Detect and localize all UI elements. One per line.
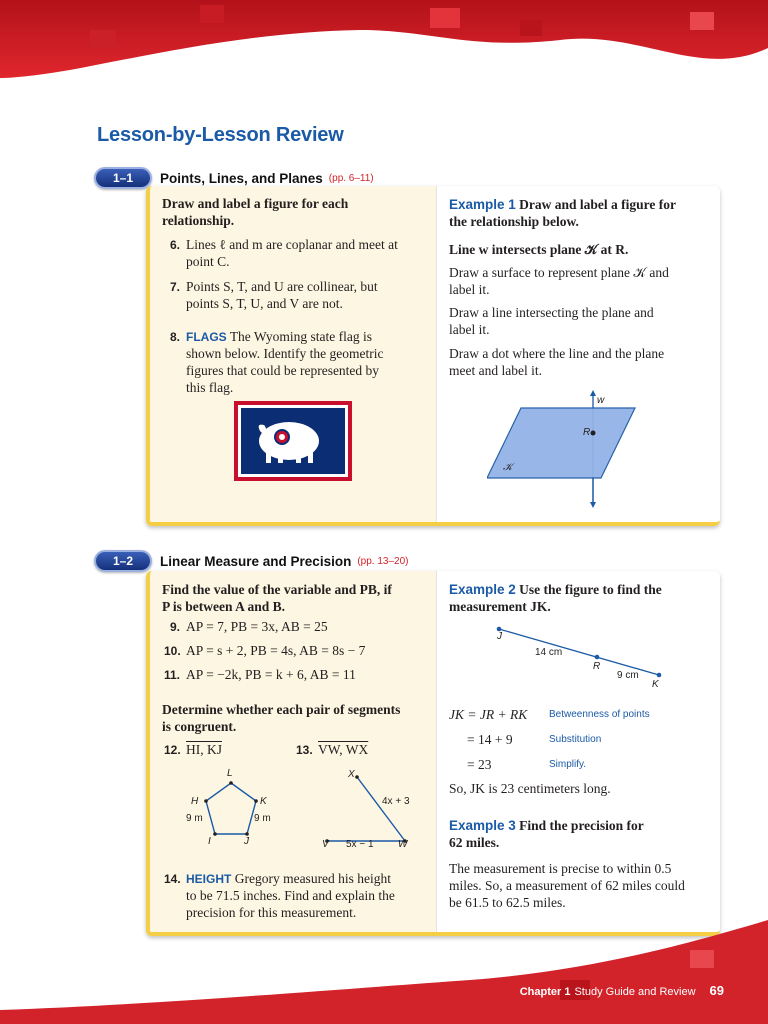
example-step: Draw a surface to represent plane 𝒦 and [449,265,669,280]
page-number: 69 [709,983,724,998]
lesson-pages: (pp. 6–11) [328,172,374,184]
example-label: Example 3 [449,818,516,833]
vertex-label: X [348,769,355,780]
page-footer [520,983,724,998]
exercise-number: 8. [170,330,181,344]
example-heading [449,817,644,834]
exercise-text-line: The Wyoming state flag is [229,329,372,344]
instruction: relationship. [162,213,235,228]
lesson-number-badge: 1–2 [94,550,152,572]
example-conclusion: So, JK is 23 centimeters long. [449,781,611,796]
lesson-1-1-panel [146,186,720,526]
example-heading: 62 miles. [449,835,500,850]
exercise-text: Points S, T, and U are collinear, but [186,279,378,294]
example-step: label it. [449,282,490,297]
example-heading: measurement JK. [449,599,551,614]
exercise-text: figures that could be represented by [186,363,380,378]
footer-section: Study Guide and Review [574,986,696,998]
example-answer: The measurement is precise to within 0.5 [449,861,672,876]
example-answer: miles. So, a measurement of 62 miles could [449,878,685,893]
example-answer: be 61.5 to 62.5 miles. [449,895,566,910]
segment-length-label: 9 cm [617,670,639,681]
page-title: Lesson-by-Lesson Review [97,124,344,146]
point-label: J [497,631,502,642]
lesson-1-2-panel [146,571,720,936]
instruction: is congruent. [162,719,237,734]
exercise-number: 9. [170,620,181,634]
lesson-title: Points, Lines, and Planes [160,170,323,186]
exercise-number: 12. [164,743,181,757]
exercise-text-line: Gregory measured his height [234,871,392,886]
side-length-label: 9 m [186,813,203,824]
exercise-text: AP = −2k, PB = k + 6, AB = 11 [186,667,356,682]
pentagon-figure [190,771,280,851]
footer-chapter: Chapter 1 [519,986,571,998]
work-expression: JK = JR + RK [449,707,528,722]
lesson-title: Linear Measure and Precision [160,553,352,569]
example-prompt: Line w intersects plane 𝒦 at R. [449,242,629,257]
example-heading [449,581,662,598]
exercise-number: 11. [164,668,181,682]
exercise-text: this flag. [186,380,234,395]
work-expression: = 14 + 9 [467,732,513,747]
exercise-number: 10. [164,644,181,658]
exercise-text [186,870,391,888]
instruction: Find the value of the variable and PB, if [162,582,392,597]
vertex-label: V [322,839,329,850]
lesson-number-badge: 1–1 [94,167,152,189]
top-banner [0,0,768,95]
instruction: Draw and label a figure for each [162,196,349,211]
vertex-label: J [244,836,249,847]
instruction: Determine whether each pair of segments [162,702,401,717]
exercises-column [150,571,436,932]
instruction: P is between A and B. [162,599,286,614]
vertex-label: K [260,796,267,807]
vertex-label: I [208,836,211,847]
exercise-number: 6. [170,238,181,252]
line-label: w [597,395,605,406]
exercise-text: shown below. Identify the geometric [186,346,384,361]
side-length-label: 5x − 1 [346,839,374,850]
wyoming-flag-image [234,401,352,481]
side-length-label: 4x + 3 [382,796,410,807]
exercise-number: 13. [296,743,313,757]
exercise-text: Lines ℓ and m are coplanar and meet at [186,237,398,252]
exercise-keyword: HEIGHT [186,872,232,886]
example-label: Example 2 [449,582,516,597]
exercise-text: points S, T, U, and V are not. [186,296,343,311]
vertex-label: W [398,839,408,850]
example-column [436,186,720,522]
work-reason: Substitution [549,734,602,745]
work-expression: = 23 [467,757,492,772]
example-step: Draw a line intersecting the plane and [449,305,654,320]
work-reason: Simplify. [549,759,587,770]
example-heading-text: Draw and label a figure for [519,197,677,212]
vertex-label: L [227,768,233,779]
plane-intersection-diagram [487,386,647,511]
lesson-header-1-2 [94,549,408,573]
example-heading-text: Find the precision for [519,818,644,833]
example-column [436,571,720,932]
plane-label: 𝒦 [503,462,513,473]
exercise-text: VW, WX [318,742,369,757]
work-reason: Betweenness of points [549,709,650,720]
segment-length-label: 14 cm [535,647,563,658]
exercises-column [150,186,436,522]
example-step: Draw a dot where the line and the plane [449,346,665,361]
exercise-text: to be 71.5 inches. Find and explain the [186,888,395,903]
example-label: Example 1 [449,197,516,212]
exercise-text: precision for this measurement. [186,905,357,920]
example-heading-text: Use the figure to find the [519,582,662,597]
footer-banner [0,920,768,1024]
segment-figure [487,623,667,683]
exercise-text: AP = 7, PB = 3x, AB = 25 [186,619,328,634]
point-label: R [583,427,591,438]
lesson-pages: (pp. 13–20) [357,555,409,567]
exercise-text: HI, KJ [186,742,222,757]
side-length-label: 9 m [254,813,271,824]
exercise-text: AP = s + 2, PB = 4s, AB = 8s − 7 [186,643,366,658]
example-heading: the relationship below. [449,214,579,229]
point-label: K [652,679,659,690]
exercise-text: point C. [186,254,230,269]
exercise-keyword: FLAGS [186,330,227,344]
exercise-number: 7. [170,280,181,294]
exercise-number: 14. [164,872,181,886]
example-step: meet and label it. [449,363,542,378]
point-label: R [593,661,601,672]
vertex-label: H [191,796,199,807]
example-heading [449,196,676,213]
example-step: label it. [449,322,490,337]
exercise-text [186,328,372,346]
